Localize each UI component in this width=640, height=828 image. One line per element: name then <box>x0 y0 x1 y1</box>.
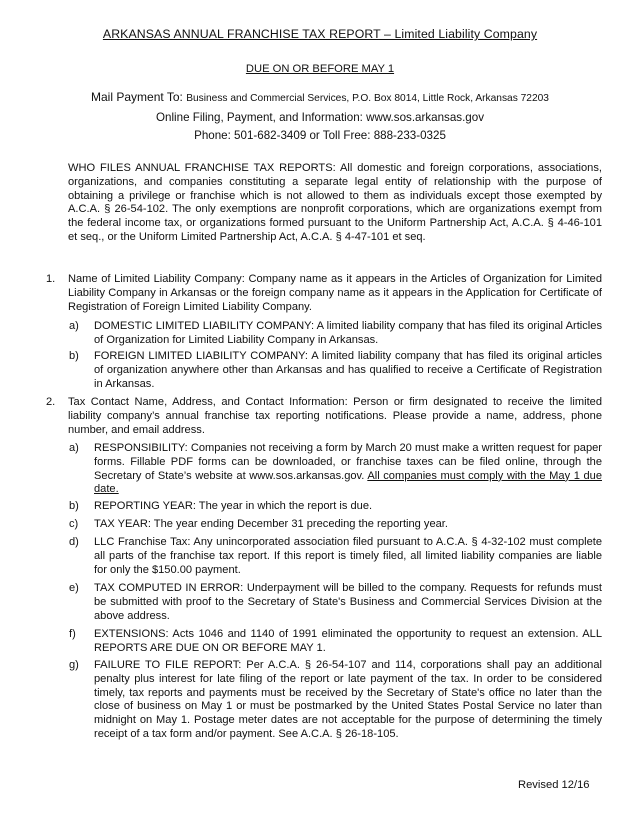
sub-item-2e <box>69 582 602 623</box>
mail-payment-line <box>0 90 640 104</box>
phone-line: Phone: 501-682-3409 or Toll Free: 888-233-0325 <box>194 129 446 142</box>
sub-item-2g <box>69 659 602 742</box>
sub-item-label: c) <box>69 518 79 530</box>
item-number: 1. <box>46 273 56 285</box>
sub-item-2f <box>69 628 602 656</box>
sub-item-text: TAX COMPUTED IN ERROR: Underpayment will be billed to the company. Requests for refunds must be submitted with proof to the Secretary of State's Business and Commercial Services Division at the above address. <box>94 582 602 622</box>
sub-item-text: DOMESTIC LIMITED LIABILITY COMPANY: A limited liability company that has filed its original Articles of Organization for Limited Liability Company in Arkansas. <box>94 320 602 346</box>
sub-item-label: a) <box>69 320 79 332</box>
item-text: Tax Contact Name, Address, and Contact Information: Person or firm designated to receive the limited liability company’s annual franchise tax reporting notifications. Please provide a name, address, phone number, and email address. <box>68 396 602 436</box>
sub-item-label: e) <box>69 582 79 594</box>
sub-item-2d <box>69 536 602 577</box>
revision-date: Revised 12/16 <box>518 779 590 791</box>
sub-item-text: REPORTING YEAR: The year in which the report is due. <box>94 500 373 512</box>
sub-item-label: a) <box>69 442 79 454</box>
sub-item-label: b) <box>69 500 79 512</box>
page-title: ARKANSAS ANNUAL FRANCHISE TAX REPORT – Limited Liability Company <box>102 27 538 41</box>
mail-payment-label: Mail Payment To: <box>91 90 183 104</box>
instruction-item-2 <box>46 396 602 437</box>
sub-item-label: g) <box>69 659 79 671</box>
sub-item-text: LLC Franchise Tax: Any unincorporated association filed pursuant to A.C.A. § 4-32-102 must complete all parts of the franchise tax report. If this report is timely filed, all limited liability companies are liable for only the $150.00 payment. <box>94 536 602 576</box>
sub-item-label: b) <box>69 350 79 362</box>
due-date-compliance-note: All companies must comply with the May 1 due date. <box>94 469 602 496</box>
sub-item-text: FAILURE TO FILE REPORT: Per A.C.A. § 26-54-107 and 114, corporations shall pay an additional penalty plus interest for late filing of the report or late payment of the tax. In order to be considered timely, tax reports and payments must be received by the Secretary of State's office no later than the close of business on May 1 or must be postmarked by the United States Postal Service no later than midnight on May 1. Postage meter dates are not acceptable for the purpose of determining the timely receipt of a tax form and/or payment. See A.C.A. § 26-18-105. <box>94 659 602 740</box>
item-number: 2. <box>46 396 56 408</box>
sub-item-1a <box>69 320 602 348</box>
who-files-paragraph: WHO FILES ANNUAL FRANCHISE TAX REPORTS: All domestic and foreign corporations, associations, organizations, and companies constituting a separate legal entity of relationship with the purpose of obtaining a privilege or franchise which is not allowed to them as individuals except those exempted by A.C.A. § 26-54-102. The only exemptions are nonprofit corporations, which are organizations exempt from the federal income tax, or organizations formed pursuant to the Uniform Partnership Act, A.C.A. § 4-46-101 et seq., or the Uniform Limited Partnership Act, A.C.A. § 4-47-101 et seq. <box>68 162 602 243</box>
sub-item-2a <box>69 442 602 497</box>
sub-item-text: RESPONSIBILITY: Companies not receiving a form by March 20 must make a written request for paper forms. Fillable PDF forms can be downloaded, or franchise taxes can be filed online, through the Secretary of State’s website at www.sos.arkansas.gov. <box>94 442 602 482</box>
sub-item-text: EXTENSIONS: Acts 1046 and 1140 of 1991 eliminated the opportunity to request an extension. ALL REPORTS ARE DUE ON OR BEFORE MAY 1. <box>94 628 602 654</box>
sub-item-label: f) <box>69 628 76 640</box>
sub-item-1b <box>69 350 602 391</box>
sub-item-2c <box>69 518 602 532</box>
sub-item-label: d) <box>69 536 79 548</box>
sub-item-text: TAX YEAR: The year ending December 31 preceding the reporting year. <box>94 518 448 530</box>
sub-item-text: FOREIGN LIMITED LIABILITY COMPANY: A limited liability company that has filed its original articles of organization anywhere other than Arkansas and has qualified to receive a Certificate of Registration in Arkansas. <box>94 350 602 390</box>
due-date-heading: DUE ON OR BEFORE MAY 1 <box>245 63 395 75</box>
sub-item-2b <box>69 500 602 514</box>
instruction-item-1 <box>46 273 602 314</box>
online-filing-line: Online Filing, Payment, and Information: www.sos.arkansas.gov <box>156 111 484 124</box>
item-text: Name of Limited Liability Company: Company name as it appears in the Articles of Organization for Limited Liability Company in Arkansas or the foreign company name as it appears in the Application for Certificate of Registration of Foreign Limited Liability Company. <box>68 273 602 313</box>
mail-payment-address: Business and Commercial Services, P.O. Box 8014, Little Rock, Arkansas 72203 <box>186 93 549 104</box>
